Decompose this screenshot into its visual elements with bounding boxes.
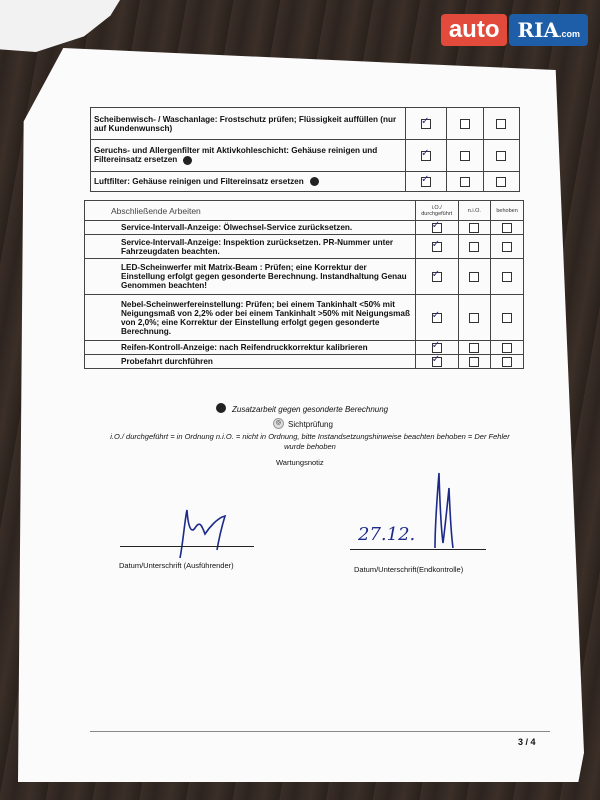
left-signature-label: Datum/Unterschrift (Ausführender)	[119, 561, 234, 570]
table-row: Nebel-Scheinwerfereinstellung: Prüfen; bei einem Tankinhalt <50% mit Neigungsmaß von 2,2% oder bei einem Tankinhalt >50% mit Neigungsmaß von 2,0%; eine Korrektur der Einstellung erfolgt gegen gesonderte Berechnung. ✓	[85, 295, 524, 341]
right-signature-image	[425, 468, 465, 558]
checkbox-nio[interactable]	[469, 272, 479, 282]
checkbox-nio[interactable]	[460, 119, 470, 129]
maintenance-note-label: Wartungsnotiz	[276, 458, 324, 467]
right-signature-date: 27.12.	[358, 524, 416, 545]
checkbox-nio[interactable]	[469, 313, 479, 323]
left-signature-line	[120, 546, 254, 547]
checkbox-behoben[interactable]	[496, 119, 506, 129]
checkbox-nio[interactable]	[469, 357, 479, 367]
table-row: Service-Intervall-Anzeige: Ölwechsel-Service zurücksetzen. ✓	[85, 221, 524, 235]
checkbox-nio[interactable]	[469, 343, 479, 353]
checkbox-nio[interactable]	[460, 151, 470, 161]
col-header-behoben: behoben	[491, 201, 524, 221]
footer-line	[90, 731, 550, 732]
visual-check-icon: ◎	[273, 418, 284, 429]
row-text: Geruchs- und Allergenfilter mit Aktivkohleschicht: Gehäuse reinigen und Filtereinsatz ersetzen	[91, 140, 406, 172]
table-row: Probefahrt durchführen ✓	[85, 355, 524, 369]
checkbox-behoben[interactable]	[496, 151, 506, 161]
col-header-io: i.O./ durchgeführt	[415, 201, 458, 221]
table-row: LED-Scheinwerfer mit Matrix-Beam : Prüfen; eine Korrektur der Einstellung erfolgt gegen gesonderte Berechnung. Instandhaltung Genau Genommen beachten! ✓	[85, 259, 524, 295]
legend-explanation: i.O./ durchgeführt = in Ordnung n.i.O. = nicht in Ordnung, bitte Instandsetzungshinweise beachten behoben = Der Fehler wurde behoben	[110, 432, 510, 451]
final-works-table	[84, 200, 524, 369]
checkbox-io[interactable]	[432, 242, 442, 252]
extra-work-dot-icon	[216, 403, 226, 413]
checkbox-io[interactable]	[421, 119, 431, 129]
row-text: Luftfilter: Gehäuse reinigen und Filtereinsatz ersetzen	[91, 172, 406, 192]
checkbox-behoben[interactable]	[502, 357, 512, 367]
logo-ria-text: RIA.com	[509, 14, 588, 46]
right-signature-line	[350, 549, 486, 550]
checkbox-io[interactable]	[432, 313, 442, 323]
section-header-row	[85, 201, 524, 221]
table-row	[91, 140, 520, 172]
left-signature-image	[165, 498, 245, 568]
top-checklist-table	[90, 107, 520, 192]
extra-work-dot-icon	[310, 177, 319, 186]
checkbox-behoben[interactable]	[496, 177, 506, 187]
checkbox-behoben[interactable]	[502, 242, 512, 252]
legend-extra-work: Zusatzarbeit gegen gesonderte Berechnung	[232, 405, 389, 414]
col-header-nio: n.i.O.	[458, 201, 491, 221]
extra-work-dot-icon	[183, 156, 192, 165]
checkbox-behoben[interactable]	[502, 313, 512, 323]
legend-visual-check: Sichtprüfung	[288, 420, 333, 429]
logo-auto-text: auto	[441, 14, 508, 46]
checkbox-behoben[interactable]	[502, 272, 512, 282]
page-number: 3 / 4	[518, 737, 536, 747]
checkbox-io[interactable]	[421, 177, 431, 187]
autoria-logo	[441, 14, 588, 46]
checkbox-io[interactable]	[432, 343, 442, 353]
checkbox-io[interactable]	[421, 151, 431, 161]
table-row: Reifen-Kontroll-Anzeige: nach Reifendruckkorrektur kalibrieren ✓	[85, 341, 524, 355]
checkbox-behoben[interactable]	[502, 223, 512, 233]
checkbox-nio[interactable]	[469, 242, 479, 252]
checkbox-behoben[interactable]	[502, 343, 512, 353]
checkbox-nio[interactable]	[460, 177, 470, 187]
table-row: Service-Intervall-Anzeige: Inspektion zurücksetzen. PR-Nummer unter Fahrzeugdaten beachten. ✓	[85, 235, 524, 259]
section-title: Abschließende Arbeiten	[85, 201, 416, 221]
right-signature-label: Datum/Unterschrift(Endkontrolle)	[354, 565, 464, 574]
table-row	[91, 172, 520, 192]
checkbox-io[interactable]	[432, 272, 442, 282]
table-row	[91, 108, 520, 140]
row-text: Scheibenwisch- / Waschanlage: Frostschutz prüfen; Flüssigkeit auffüllen (nur auf Kundenwunsch)	[91, 108, 406, 140]
checkbox-io[interactable]	[432, 357, 442, 367]
checkbox-io[interactable]	[432, 223, 442, 233]
checkbox-nio[interactable]	[469, 223, 479, 233]
